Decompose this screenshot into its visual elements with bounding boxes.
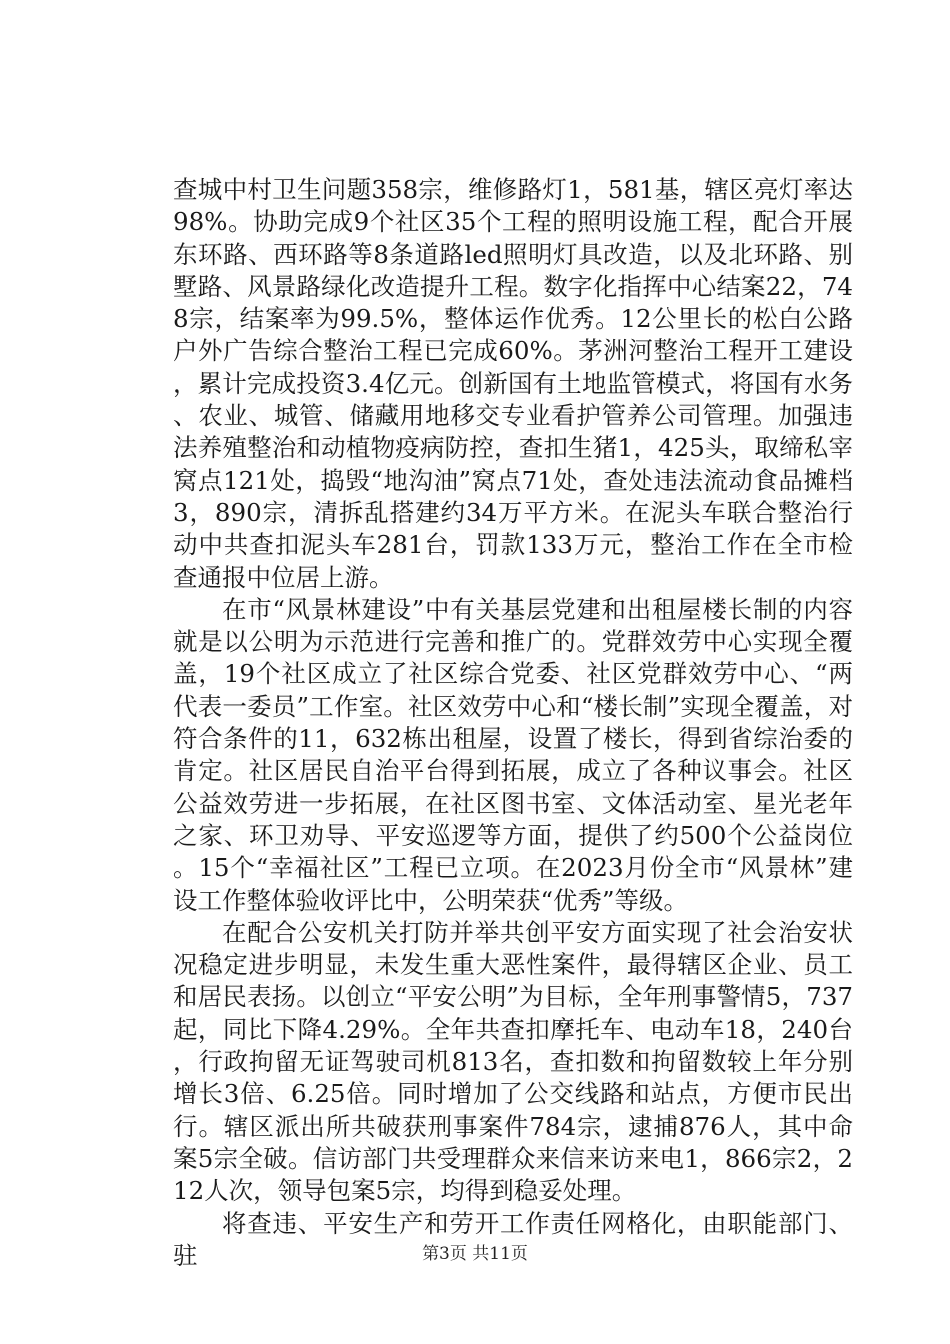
paragraph-4: 将查违、平安生产和劳开工作责任网格化，由职能部门、驻 (173, 1208, 853, 1270)
paragraph-2: 在市“风景林建设”中有关基层党建和出租屋楼长制的内容就是以公明为示范进行完善和推广的。党群效劳中心实现全覆盖，19个社区成立了社区综合党委、社区党群效劳中心、“两代表一委员”工作室。社区效劳中心和“楼长制”实现全覆盖，对符合条件的11，632栋出租屋，设置了楼长，得到省综治委的肯定。社区居民自治平台得到拓展，成立了各种议事会。社区公益效劳进一步拓展，在社区图书室、文体活动室、星光老年之家、环卫劝导、平安巡逻等方面，提供了约500个公益岗位。15个“幸福社区”工程已立项。在2023月份全市“风景林”建设工作整体验收评比中，公明荣获“优秀”等级。 (173, 594, 853, 915)
paragraph-3: 在配合公安机关打防并举共创平安方面实现了社会治安状况稳定进步明显，未发生重大恶性案件，最得辖区企业、员工和居民表扬。以创立“平安公明”为目标，全年刑事警情5，737起，同比下降4.29%。全年共查扣摩托车、电动车18，240台，行政拘留无证驾驶司机813名，查扣数和拘留数较上年分别增长3倍、6.25倍。同时增加了公交线路和站点，方便市民出行。辖区派出所共破获刑事案件784宗，逮捕876人，其中命案5宗全破。信访部门共受理群众来信来访来电1，866宗2，212人次，领导包案5宗，均得到稳妥处理。 (173, 917, 853, 1206)
page-number-footer: 第3页 共11页 (422, 1244, 528, 1264)
paragraph-1: 查城中村卫生问题358宗，维修路灯1，581基，辖区亮灯率达98%。协助完成9个社区35个工程的照明设施工程，配合开展东环路、西环路等8条道路led照明灯具改造，以及北环路、别墅路、风景路绿化改造提升工程。数字化指挥中心结案22，748宗，结案率为99.5%，整体运作优秀。12公里长的松白公路户外广告综合整治工程已完成60%。茅洲河整治工程开工建设，累计完成投资3.4亿元。创新国有土地监管模式，将国有水务、农业、城管、储藏用地移交专业看护管养公司管理。加强违法养殖整治和动植物疫病防控，查扣生猪1，425头，取缔私宰窝点121处，捣毁“地沟油”窝点71处，查处违法流动食品摊档3，890宗，清拆乱搭建约34万平方米。在泥头车联合整治行动中共查扣泥头车281台，罚款133万元，整治工作在全市检查通报中位居上游。 (173, 175, 853, 592)
document-body (173, 174, 853, 1272)
